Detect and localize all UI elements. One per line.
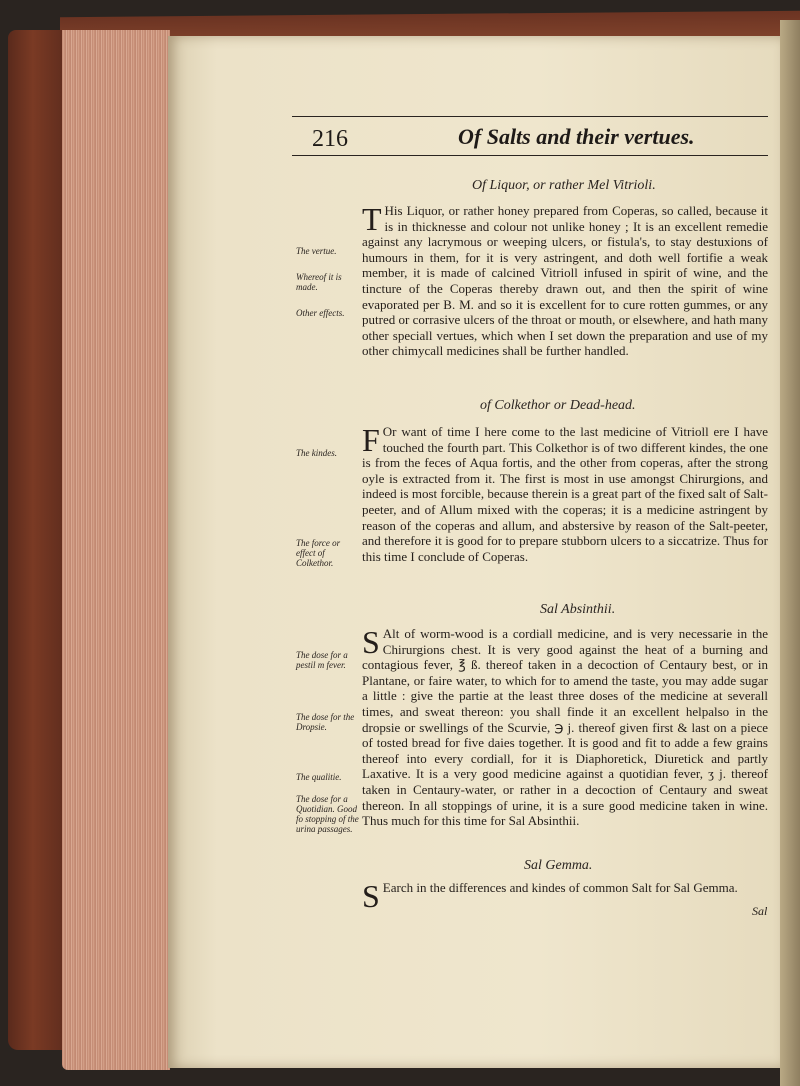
page-number: 216: [312, 126, 348, 152]
section-heading-sal-gemma: Sal Gemma.: [524, 858, 593, 873]
section-body-sal-absinthii: [362, 626, 768, 829]
dropcap: S: [362, 878, 380, 914]
section-body-sal-gemma: [362, 878, 768, 914]
section-heading-sal-absinthii: Sal Absinthii.: [540, 602, 616, 617]
margin-note: The dose for the Dropsie.: [296, 712, 355, 732]
dropcap: S: [362, 624, 380, 660]
section-body-colkethor: [362, 424, 768, 564]
dropcap: T: [362, 201, 382, 237]
margin-note: The dose for a pestil m fever.: [296, 650, 348, 670]
header-rule-top: [292, 116, 768, 117]
margin-note: The kindes.: [296, 448, 337, 458]
running-head: Of Salts and their vertues.: [458, 124, 695, 149]
section-heading-mel-vitrioli: Of Liquor, or rather Mel Vitrioli.: [472, 178, 656, 193]
margin-note: The qualitie.: [296, 772, 342, 782]
margin-note: Whereof it is made.: [296, 272, 342, 292]
margin-note: Other effects.: [296, 308, 345, 318]
book-gutter: [780, 20, 800, 1086]
section-text: Earch in the differences and kindes of common Salt for Sal Gemma.: [382, 880, 738, 895]
section-text: Alt of worm-wood is a cordiall medicine, and is very necessarie in the Chirurgions chest. It is very good against the heat of a burning and contagious fever, ℥ ß. thereof taken in a decoction of Centaury best, or in Plantane, or faire water, to which for to amend the taste, you may adde sugar a little : give the partie at the least three doses of the medicine at severall times, and sweat thereon: you shall finde it an excellent helpalso in the dropsie or swellings of the Scurvie, ℈ j. thereof given first & last on a piece of tosted bread for five daies together. It is good and fit to adde a few grains thereof into every cordiall, for it is Diaphoretick, Diuretick and partly Laxative. It is a very good medicine against a quotidian fever, ʒ j. thereof taken in Centaury-water, or rather in a decoction of Centaury and sweat thereon. In all stoppings of urine, it is a sure good medicine taken in wine. Thus much for this time for Sal Absinthii.: [362, 626, 768, 829]
margin-note: The dose for a Quotidian. Good fo stopping of the urina passages.: [296, 794, 359, 834]
dropcap: F: [362, 422, 380, 458]
section-body-mel-vitrioli: [362, 203, 768, 359]
section-text: His Liquor, or rather honey prepared from Coperas, so called, because it is in thicknesse and colour not unlike honey ; It is an excellent remedie against any lacrymous or weeping ulcers, or fistula's, to stay destuxions of humours in them, for it is very astringent, and doth well fortifie a weak member, it is made of calcined Vitrioll infused in spirit of wine, and the tincture of the Coperas thereby drawn out, and then the spirit of wine evaporated per B. M. and so it is excellent for to cure rotten gummes, or any putred or corrasive ulcers of the throat or mouth, or elsewhere, and hath many other speciall vertues, which when I set down the preparation and use of my other chimycall medicines shall be further handled.: [362, 203, 768, 359]
section-heading-colkethor: of Colkethor or Dead-head.: [480, 398, 636, 413]
catchword: Sal: [752, 904, 768, 918]
margin-note: The vertue.: [296, 246, 337, 256]
header-rule-bottom: [292, 155, 768, 156]
book-cover-spine: [8, 30, 70, 1050]
margin-note: The force or effect of Colkethor.: [296, 538, 341, 568]
section-text: Or want of time I here come to the last medicine of Vitrioll ere I have touched the fourth part. This Colkethor is of two different kindes, the one is from the feces of Aqua fortis, and the other from coperas, after the strong oyle is extracted from it. The first is most in use amongst Chirurgions, and indeed is most forcible, because therein is a great part of the fixed salt of Salt-peeter, and of Allum mixed with the coperas; it is a medicine astringent by reason of the coperas and allum, and abstersive by reason of the Salt-peeter, and therefore it is good for to prepare stubborn ulcers to a siccatrize. Thus for this time I conclude of Coperas.: [362, 424, 768, 564]
page-edges: [62, 30, 170, 1070]
